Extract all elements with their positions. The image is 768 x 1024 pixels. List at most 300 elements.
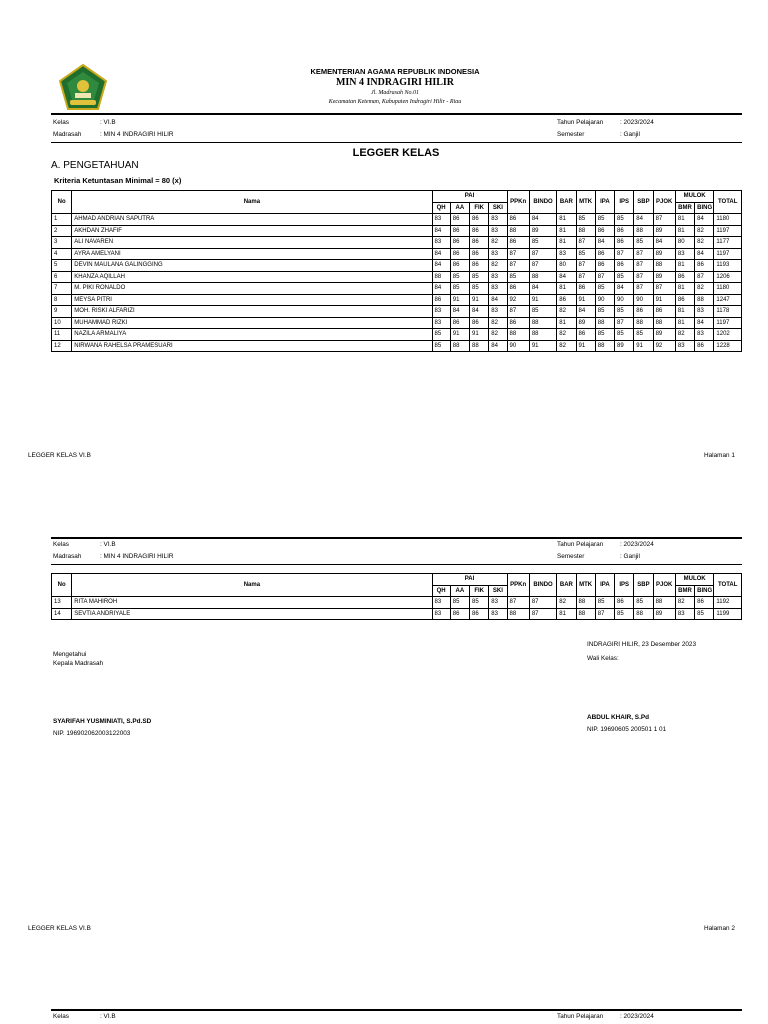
- kelas-value: : VI.B: [100, 119, 116, 126]
- score-cell: 87: [507, 306, 529, 318]
- score-cell: 82: [675, 329, 694, 341]
- score-cell: 81: [675, 317, 694, 329]
- table-row: [52, 260, 742, 272]
- score-cell: 87: [634, 283, 653, 295]
- score-cell: 83: [695, 306, 714, 318]
- score-cell: 1199: [714, 608, 742, 620]
- table-row: [52, 306, 742, 318]
- student-name-cell: AHMAD ANDRIAN SAPUTRA: [72, 214, 432, 226]
- footer-left-label: LEGGER KELAS VI.B: [28, 452, 91, 459]
- col-mulok: MULOK: [675, 574, 714, 586]
- col-pjok: PJOK: [653, 574, 675, 597]
- score-cell: 90: [595, 294, 614, 306]
- tahun-value-p2: : 2023/2024: [620, 541, 654, 548]
- score-cell: 85: [634, 329, 653, 341]
- score-cell: 1228: [714, 340, 742, 352]
- score-cell: 86: [695, 260, 714, 272]
- score-cell: 85: [634, 597, 653, 609]
- score-cell: 86: [615, 225, 634, 237]
- score-cell: 85: [507, 271, 529, 283]
- score-cell: 1202: [714, 329, 742, 341]
- score-cell: 88: [576, 608, 595, 620]
- score-cell: 82: [557, 597, 576, 609]
- score-cell: 85: [450, 597, 469, 609]
- score-cell: 84: [450, 306, 469, 318]
- madrasah-label: Madrasah: [53, 131, 82, 138]
- score-cell: 84: [557, 271, 576, 283]
- score-cell: 87: [529, 248, 556, 260]
- table-row: [52, 248, 742, 260]
- score-cell: 88: [470, 340, 489, 352]
- score-cell: 91: [653, 294, 675, 306]
- score-cell: 82: [695, 225, 714, 237]
- score-cell: 86: [450, 260, 469, 272]
- legger-table-page1: [51, 190, 742, 352]
- row-number-cell: 8: [52, 294, 72, 306]
- score-cell: 88: [634, 317, 653, 329]
- score-cell: 85: [595, 306, 614, 318]
- score-cell: 87: [634, 248, 653, 260]
- score-cell: 89: [529, 225, 556, 237]
- score-cell: 90: [634, 294, 653, 306]
- score-cell: 83: [675, 608, 694, 620]
- score-cell: 88: [595, 340, 614, 352]
- kelas-value-p3: : VI.B: [100, 1013, 116, 1020]
- student-name-cell: MOH. RISKI ALFARIZI: [72, 306, 432, 318]
- score-cell: 86: [507, 237, 529, 249]
- score-cell: 85: [595, 214, 614, 226]
- score-cell: 1193: [714, 260, 742, 272]
- student-name-cell: AYRA AMELYANI: [72, 248, 432, 260]
- score-cell: 86: [470, 317, 489, 329]
- score-cell: 92: [507, 294, 529, 306]
- score-cell: 86: [450, 237, 469, 249]
- score-cell: 85: [529, 306, 556, 318]
- score-cell: 86: [675, 271, 694, 283]
- score-cell: 85: [615, 271, 634, 283]
- col-bmr: BMR: [675, 585, 694, 597]
- score-cell: 91: [529, 340, 556, 352]
- score-cell: 1180: [714, 214, 742, 226]
- col-fik: FIK: [470, 202, 489, 214]
- student-name-cell: AKHDAN ZHAFIF: [72, 225, 432, 237]
- score-cell: 83: [675, 340, 694, 352]
- col-ppkn: PPKn: [507, 574, 529, 597]
- score-cell: 82: [489, 260, 507, 272]
- score-cell: 91: [529, 294, 556, 306]
- score-cell: 88: [507, 225, 529, 237]
- row-number-cell: 6: [52, 271, 72, 283]
- col-mtk: MTK: [576, 191, 595, 214]
- score-cell: 89: [653, 329, 675, 341]
- row-number-cell: 10: [52, 317, 72, 329]
- kepala-label: Kepala Madrasah: [53, 660, 104, 667]
- score-cell: 86: [653, 306, 675, 318]
- score-cell: 83: [432, 597, 450, 609]
- score-cell: 89: [653, 225, 675, 237]
- score-cell: 82: [695, 283, 714, 295]
- score-cell: 91: [450, 329, 469, 341]
- score-cell: 87: [653, 283, 675, 295]
- table-row: [52, 271, 742, 283]
- score-cell: 85: [615, 608, 634, 620]
- score-cell: 88: [576, 225, 595, 237]
- student-name-cell: MUHAMMAD RIZKI: [72, 317, 432, 329]
- score-cell: 87: [595, 608, 614, 620]
- score-cell: 84: [489, 340, 507, 352]
- score-cell: 1206: [714, 271, 742, 283]
- score-cell: 86: [695, 597, 714, 609]
- score-cell: 91: [634, 340, 653, 352]
- wali-nip: NIP. 19690605 200501 1 01: [587, 726, 667, 733]
- score-cell: 90: [507, 340, 529, 352]
- score-cell: 86: [634, 306, 653, 318]
- footer-left-label-p2: LEGGER KELAS VI.B: [28, 925, 91, 932]
- col-sbp: SBP: [634, 191, 653, 214]
- score-cell: 84: [529, 214, 556, 226]
- tahun-value: : 2023/2024: [620, 119, 654, 126]
- score-cell: 88: [634, 608, 653, 620]
- score-cell: 86: [450, 608, 469, 620]
- student-name-cell: ALI NAVAREN: [72, 237, 432, 249]
- score-cell: 91: [470, 294, 489, 306]
- score-cell: 86: [470, 608, 489, 620]
- score-cell: 86: [470, 237, 489, 249]
- school-address: Jl. Madrasah No.01: [371, 90, 419, 96]
- score-cell: 83: [557, 248, 576, 260]
- score-cell: 87: [576, 271, 595, 283]
- kelas-label: Kelas: [53, 119, 69, 126]
- score-cell: 91: [470, 329, 489, 341]
- score-cell: 84: [489, 294, 507, 306]
- info-divider: [51, 142, 742, 143]
- score-cell: 84: [432, 225, 450, 237]
- score-cell: 86: [615, 260, 634, 272]
- table-row: [52, 225, 742, 237]
- score-cell: 89: [653, 248, 675, 260]
- score-cell: 83: [675, 248, 694, 260]
- score-cell: 84: [529, 283, 556, 295]
- score-cell: 86: [557, 294, 576, 306]
- score-cell: 88: [653, 260, 675, 272]
- score-cell: 88: [653, 317, 675, 329]
- score-cell: 84: [695, 248, 714, 260]
- col-ski: SKI: [489, 202, 507, 214]
- score-cell: 86: [450, 225, 469, 237]
- row-number-cell: 4: [52, 248, 72, 260]
- page-title: LEGGER KELAS: [352, 147, 440, 159]
- student-name-cell: NIRWANA RAHELSA PRAMESUARI: [72, 340, 432, 352]
- header-divider: [51, 113, 742, 115]
- table-row: [52, 317, 742, 329]
- table-row: [52, 340, 742, 352]
- col-ppkn: PPKn: [507, 191, 529, 214]
- score-cell: 83: [489, 306, 507, 318]
- score-cell: 86: [695, 340, 714, 352]
- col-bindo: BINDO: [529, 191, 556, 214]
- score-cell: 87: [529, 597, 556, 609]
- legger-table-page2: [51, 573, 742, 620]
- score-cell: 82: [675, 597, 694, 609]
- col-fik: FIK: [470, 585, 489, 597]
- score-cell: 85: [595, 329, 614, 341]
- kemenag-logo: [57, 64, 109, 112]
- table-row: [52, 597, 742, 609]
- score-cell: 85: [450, 283, 469, 295]
- score-cell: 85: [615, 306, 634, 318]
- place-date: INDRAGIRI HILIR, 23 Desember 2023: [587, 641, 697, 648]
- score-cell: 83: [432, 237, 450, 249]
- kelas-label-p2: Kelas: [53, 541, 69, 548]
- score-cell: 86: [507, 214, 529, 226]
- score-cell: 87: [695, 271, 714, 283]
- row-number-cell: 2: [52, 225, 72, 237]
- student-name-cell: RITA MAHIROH: [72, 597, 432, 609]
- score-cell: 83: [489, 248, 507, 260]
- score-cell: 84: [432, 283, 450, 295]
- score-cell: 85: [450, 271, 469, 283]
- score-cell: 81: [557, 237, 576, 249]
- score-cell: 85: [470, 283, 489, 295]
- score-cell: 86: [507, 317, 529, 329]
- score-cell: 85: [595, 283, 614, 295]
- score-cell: 86: [470, 260, 489, 272]
- score-cell: 84: [653, 237, 675, 249]
- score-cell: 85: [432, 340, 450, 352]
- score-cell: 84: [695, 317, 714, 329]
- score-cell: 88: [529, 317, 556, 329]
- score-cell: 86: [507, 283, 529, 295]
- score-cell: 88: [507, 608, 529, 620]
- score-cell: 87: [507, 597, 529, 609]
- semester-label-p2: Semester: [557, 553, 585, 560]
- col-ipa: IPA: [595, 574, 614, 597]
- tahun-label-p2: Tahun Pelajaran: [557, 541, 604, 548]
- score-cell: 82: [557, 306, 576, 318]
- table-row: [52, 283, 742, 295]
- ministry-name: KEMENTERIAN AGAMA REPUBLIK INDONESIA: [310, 67, 480, 76]
- col-no: No: [52, 191, 72, 214]
- page2-info-divider: [51, 564, 742, 565]
- col-bmr: BMR: [675, 202, 694, 214]
- score-cell: 85: [695, 608, 714, 620]
- school-district: Kecamatan Keteman, Kabupaten Indragiri Hilir - Riau: [328, 99, 462, 105]
- row-number-cell: 1: [52, 214, 72, 226]
- score-cell: 84: [615, 283, 634, 295]
- score-cell: 83: [489, 597, 507, 609]
- col-ips: IPS: [615, 191, 634, 214]
- score-cell: 86: [470, 248, 489, 260]
- col-aa: AA: [450, 585, 469, 597]
- col-nama: Nama: [72, 191, 432, 214]
- score-cell: 81: [675, 260, 694, 272]
- score-cell: 1197: [714, 225, 742, 237]
- score-cell: 89: [653, 608, 675, 620]
- row-number-cell: 3: [52, 237, 72, 249]
- col-pjok: PJOK: [653, 191, 675, 214]
- mengetahui-label: Mengetahui: [53, 651, 87, 658]
- score-cell: 92: [653, 340, 675, 352]
- score-cell: 83: [695, 329, 714, 341]
- school-name: MIN 4 INDRAGIRI HILIR: [335, 77, 455, 88]
- score-cell: 87: [634, 260, 653, 272]
- score-cell: 81: [675, 306, 694, 318]
- score-cell: 83: [432, 608, 450, 620]
- col-nama: Nama: [72, 574, 432, 597]
- score-cell: 82: [489, 329, 507, 341]
- score-cell: 87: [634, 271, 653, 283]
- score-cell: 87: [576, 260, 595, 272]
- col-no: No: [52, 574, 72, 597]
- col-bing: BING: [695, 202, 714, 214]
- table-row: [52, 237, 742, 249]
- score-cell: 83: [489, 225, 507, 237]
- col-bindo: BINDO: [529, 574, 556, 597]
- section-title: A. PENGETAHUAN: [51, 160, 139, 171]
- student-name-cell: KHANZA AQILLAH: [72, 271, 432, 283]
- col-sbp: SBP: [634, 574, 653, 597]
- score-cell: 87: [507, 260, 529, 272]
- score-cell: 81: [557, 608, 576, 620]
- score-cell: 86: [576, 283, 595, 295]
- score-cell: 86: [470, 225, 489, 237]
- kelas-label-p3: Kelas: [53, 1013, 69, 1020]
- col-mtk: MTK: [576, 574, 595, 597]
- row-number-cell: 7: [52, 283, 72, 295]
- col-ipa: IPA: [595, 191, 614, 214]
- score-cell: 1247: [714, 294, 742, 306]
- score-cell: 85: [576, 214, 595, 226]
- score-cell: 86: [675, 294, 694, 306]
- score-cell: 86: [576, 329, 595, 341]
- student-name-cell: NAZILA ARMALIYA: [72, 329, 432, 341]
- score-cell: 88: [529, 271, 556, 283]
- score-cell: 89: [653, 271, 675, 283]
- table-row: [52, 214, 742, 226]
- score-cell: 85: [470, 271, 489, 283]
- score-cell: 83: [489, 271, 507, 283]
- score-cell: 88: [653, 597, 675, 609]
- page3-top-divider: [51, 1009, 742, 1011]
- semester-value-p2: : Ganjil: [620, 553, 640, 560]
- score-cell: 83: [432, 317, 450, 329]
- page-number-2: Halaman 2: [704, 925, 735, 932]
- score-cell: 87: [615, 317, 634, 329]
- student-name-cell: DEVIN MAULANA GALINGGING: [72, 260, 432, 272]
- score-cell: 87: [595, 271, 614, 283]
- score-cell: 85: [615, 329, 634, 341]
- col-bar: BAR: [557, 191, 576, 214]
- row-number-cell: 5: [52, 260, 72, 272]
- row-number-cell: 9: [52, 306, 72, 318]
- score-cell: 82: [557, 329, 576, 341]
- table-row: [52, 294, 742, 306]
- score-cell: 91: [450, 294, 469, 306]
- score-cell: 80: [675, 237, 694, 249]
- score-cell: 86: [615, 237, 634, 249]
- col-bing: BING: [695, 585, 714, 597]
- student-name-cell: M. PIKI RONALDO: [72, 283, 432, 295]
- score-cell: 86: [595, 225, 614, 237]
- score-cell: 84: [432, 248, 450, 260]
- col-ski: SKI: [489, 585, 507, 597]
- score-cell: 83: [489, 608, 507, 620]
- kepala-nip: NIP. 196902062003122003: [53, 730, 131, 737]
- score-cell: 1177: [714, 237, 742, 249]
- student-name-cell: SEVTIA ANDRIYALE: [72, 608, 432, 620]
- col-ips: IPS: [615, 574, 634, 597]
- col-bar: BAR: [557, 574, 576, 597]
- score-cell: 1180: [714, 283, 742, 295]
- score-cell: 81: [557, 283, 576, 295]
- table-row: [52, 608, 742, 620]
- score-cell: 88: [576, 597, 595, 609]
- score-cell: 88: [450, 340, 469, 352]
- student-name-cell: MEYSA PITRI: [72, 294, 432, 306]
- kelas-value-p2: : VI.B: [100, 541, 116, 548]
- score-cell: 89: [576, 317, 595, 329]
- score-cell: 87: [529, 260, 556, 272]
- score-cell: 85: [529, 237, 556, 249]
- score-cell: 89: [615, 340, 634, 352]
- score-cell: 1192: [714, 597, 742, 609]
- score-cell: 82: [489, 237, 507, 249]
- score-cell: 80: [557, 260, 576, 272]
- score-cell: 88: [529, 329, 556, 341]
- score-cell: 83: [432, 214, 450, 226]
- row-number-cell: 13: [52, 597, 72, 609]
- score-cell: 83: [489, 214, 507, 226]
- score-cell: 87: [507, 248, 529, 260]
- semester-label: Semester: [557, 131, 585, 138]
- madrasah-label-p2: Madrasah: [53, 553, 82, 560]
- score-cell: 85: [615, 214, 634, 226]
- col-total: TOTAL: [714, 191, 742, 214]
- score-cell: 84: [470, 306, 489, 318]
- score-cell: 86: [432, 294, 450, 306]
- score-cell: 87: [576, 237, 595, 249]
- col-total: TOTAL: [714, 574, 742, 597]
- score-cell: 90: [615, 294, 634, 306]
- score-cell: 82: [489, 317, 507, 329]
- col-qh: QH: [432, 202, 450, 214]
- score-cell: 87: [529, 608, 556, 620]
- score-cell: 82: [557, 340, 576, 352]
- row-number-cell: 11: [52, 329, 72, 341]
- score-cell: 1197: [714, 317, 742, 329]
- score-cell: 81: [675, 225, 694, 237]
- score-cell: 84: [695, 214, 714, 226]
- col-mulok: MULOK: [675, 191, 714, 203]
- madrasah-value-p2: : MIN 4 INDRAGIRI HILIR: [100, 553, 174, 560]
- semester-value: : Ganjil: [620, 131, 640, 138]
- score-cell: 85: [470, 597, 489, 609]
- score-cell: 91: [576, 340, 595, 352]
- score-cell: 88: [595, 317, 614, 329]
- page2-top-divider: [51, 537, 742, 539]
- score-cell: 86: [450, 317, 469, 329]
- score-cell: 85: [432, 329, 450, 341]
- kepala-name: SYARIFAH YUSMINIATI, S.Pd.SD: [53, 718, 152, 725]
- score-cell: 81: [675, 214, 694, 226]
- score-cell: 88: [695, 294, 714, 306]
- score-cell: 86: [615, 597, 634, 609]
- row-number-cell: 12: [52, 340, 72, 352]
- score-cell: 81: [557, 225, 576, 237]
- tahun-label-p3: Tahun Pelajaran: [557, 1013, 604, 1020]
- score-cell: 88: [432, 271, 450, 283]
- tahun-label: Tahun Pelajaran: [557, 119, 604, 126]
